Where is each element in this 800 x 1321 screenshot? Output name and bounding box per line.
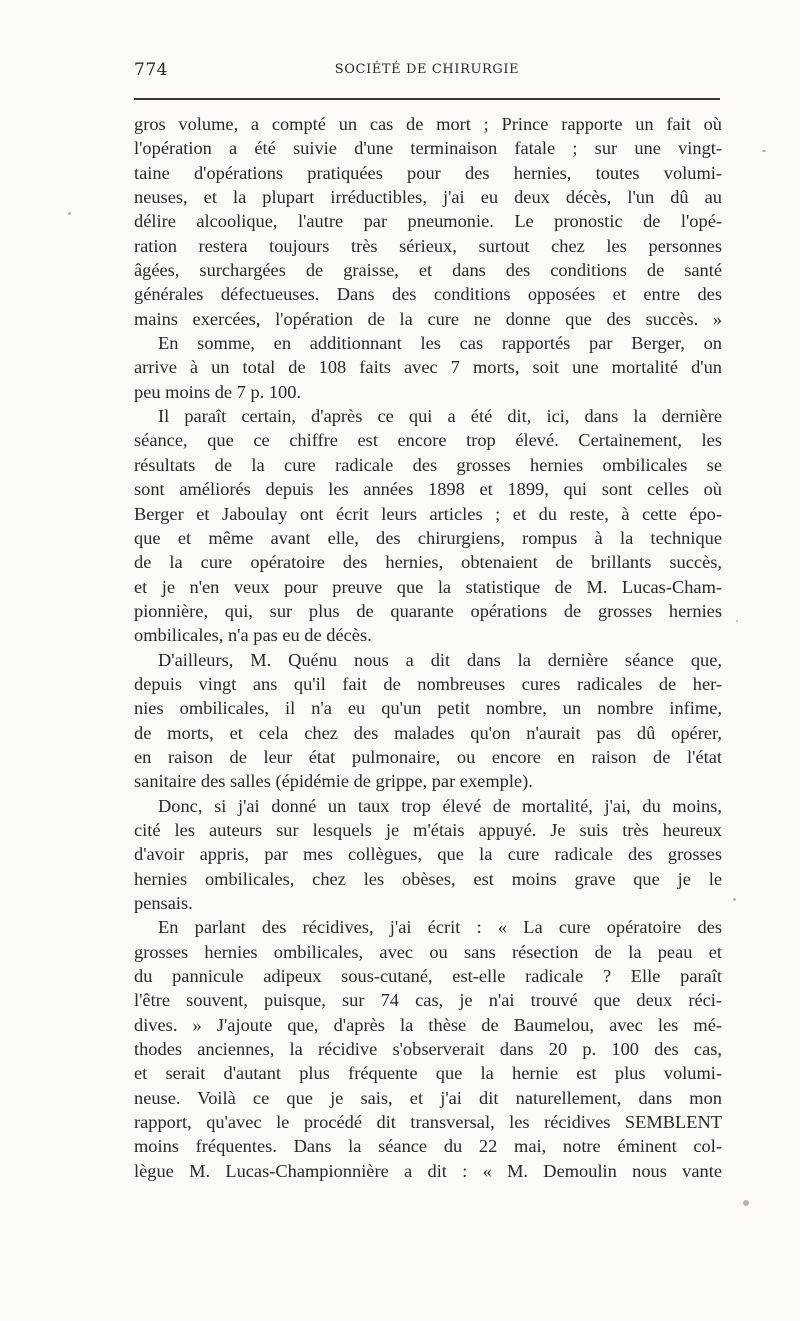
text-line: thodes anciennes, la récidive s'observerait dans 20 p. 100 des cas, (134, 1039, 722, 1060)
page-number: 774 (134, 60, 168, 80)
text-line: délire alcoolique, l'autre par pneumonie. Le pronostic de l'opé- (134, 211, 722, 232)
text-line: et je n'en veux pour preuve que la statistique de M. Lucas-Cham- (134, 576, 722, 597)
running-head: SOCIÉTÉ DE CHIRURGIE (334, 62, 520, 77)
text-line: peu moins de 7 p. 100. (134, 381, 302, 402)
text-line: de morts, et cela chez des malades qu'on n'aurait pas dû opérer, (134, 722, 722, 743)
text-line: du pannicule adipeux sous-cutané, est-elle radicale ? Elle paraît (134, 966, 722, 987)
text-line: grosses hernies ombilicales, avec ou sans résection de la peau et (134, 941, 722, 962)
paper-speck (733, 898, 736, 901)
text-line: que et même avant elle, des chirurgiens, rompus à la technique (134, 527, 722, 548)
text-line: dives. » J'ajoute que, d'après la thèse de Baumelou, avec les mé- (134, 1014, 722, 1035)
text-line: de la cure opératoire des hernies, obtenaient de brillants succès, (134, 552, 722, 573)
text-line: En somme, en additionnant les cas rapportés par Berger, on (158, 333, 722, 354)
text-line: nies ombilicales, il n'a eu qu'un petit nombre, un nombre infime, (134, 698, 722, 719)
text-line: hernies ombilicales, chez les obèses, est moins grave que je le (134, 868, 722, 889)
text-line: pionnière, qui, sur plus de quarante opérations de grosses hernies (134, 600, 722, 621)
text-line: neuse. Voilà ce que je sais, et j'ai dit naturellement, dans mon (134, 1087, 722, 1108)
text-line: d'avoir appris, par mes collègues, que la cure radicale des grosses (134, 844, 722, 865)
text-line: et serait d'autant plus fréquente que la hernie est plus volumi- (134, 1063, 722, 1084)
text-line: sanitaire des salles (épidémie de grippe, par exemple). (134, 771, 533, 792)
text-line: arrive à un total de 108 faits avec 7 morts, soit une mortalité d'un (134, 357, 722, 378)
text-line: l'opération a été suivie d'une terminaison fatale ; sur une vingt- (134, 138, 722, 159)
text-line: gros volume, a compté un cas de mort ; Prince rapporte un fait où (134, 114, 722, 134)
text-line: en raison de leur état pulmonaire, ou encore en raison de l'état (134, 746, 722, 767)
text-line: sont améliorés depuis les années 1898 et 1899, qui sont celles où (134, 479, 722, 500)
text-line: lègue M. Lucas-Championnière a dit : « M. Demoulin nous vante (134, 1160, 722, 1181)
text-line: pensais. (134, 893, 193, 913)
text-line: taine d'opérations pratiquées pour des hernies, toutes volumi- (134, 162, 722, 183)
text-line: séance, que ce chiffre est encore trop élevé. Certainement, les (134, 430, 722, 451)
text-line: D'ailleurs, M. Quénu nous a dit dans la dernière séance que, (158, 649, 722, 670)
body-text (134, 112, 722, 1183)
text-line: mains exercées, l'opération de la cure ne donne que des succès. » (134, 308, 722, 329)
text-line: moins fréquentes. Dans la séance du 22 mai, notre éminent col- (134, 1136, 722, 1157)
text-line: Berger et Jaboulay ont écrit leurs articles ; et du reste, à cette épo- (134, 503, 722, 524)
text-line: rapport, qu'avec le procédé dit transversal, les récidives SEMBLENT (134, 1112, 722, 1133)
paper-speck (762, 150, 766, 152)
paper-speck (743, 1200, 749, 1206)
text-line: ration restera toujours très sérieux, surtout chez les personnes (134, 235, 722, 256)
text-line: En parlant des récidives, j'ai écrit : « La cure opératoire des (158, 917, 722, 938)
text-line: neuses, et la plupart irréductibles, j'ai eu deux décès, l'un dû au (134, 187, 722, 208)
header-rule (134, 98, 720, 100)
paper-speck (68, 212, 71, 215)
text-line: générales défectueuses. Dans des conditions opposées et entre des (134, 284, 722, 305)
text-line: cité les auteurs sur lesquels je m'étais appuyé. Je suis très heureux (134, 819, 722, 840)
paper-speck (736, 620, 738, 622)
text-line: depuis vingt ans qu'il fait de nombreuses cures radicales de her- (134, 673, 722, 694)
text-line: ombilicales, n'a pas eu de décès. (134, 625, 372, 646)
text-line: Donc, si j'ai donné un taux trop élevé de mortalité, j'ai, du moins, (158, 795, 722, 816)
text-line: âgées, surchargées de graisse, et dans des conditions de santé (134, 260, 722, 281)
text-line: résultats de la cure radicale des grosses hernies ombilicales se (134, 454, 722, 475)
page-header (134, 60, 720, 84)
text-line: l'être souvent, puisque, sur 74 cas, je n'ai trouvé que deux réci- (134, 990, 722, 1011)
text-line: Il paraît certain, d'après ce qui a été dit, ici, dans la dernière (158, 406, 722, 427)
